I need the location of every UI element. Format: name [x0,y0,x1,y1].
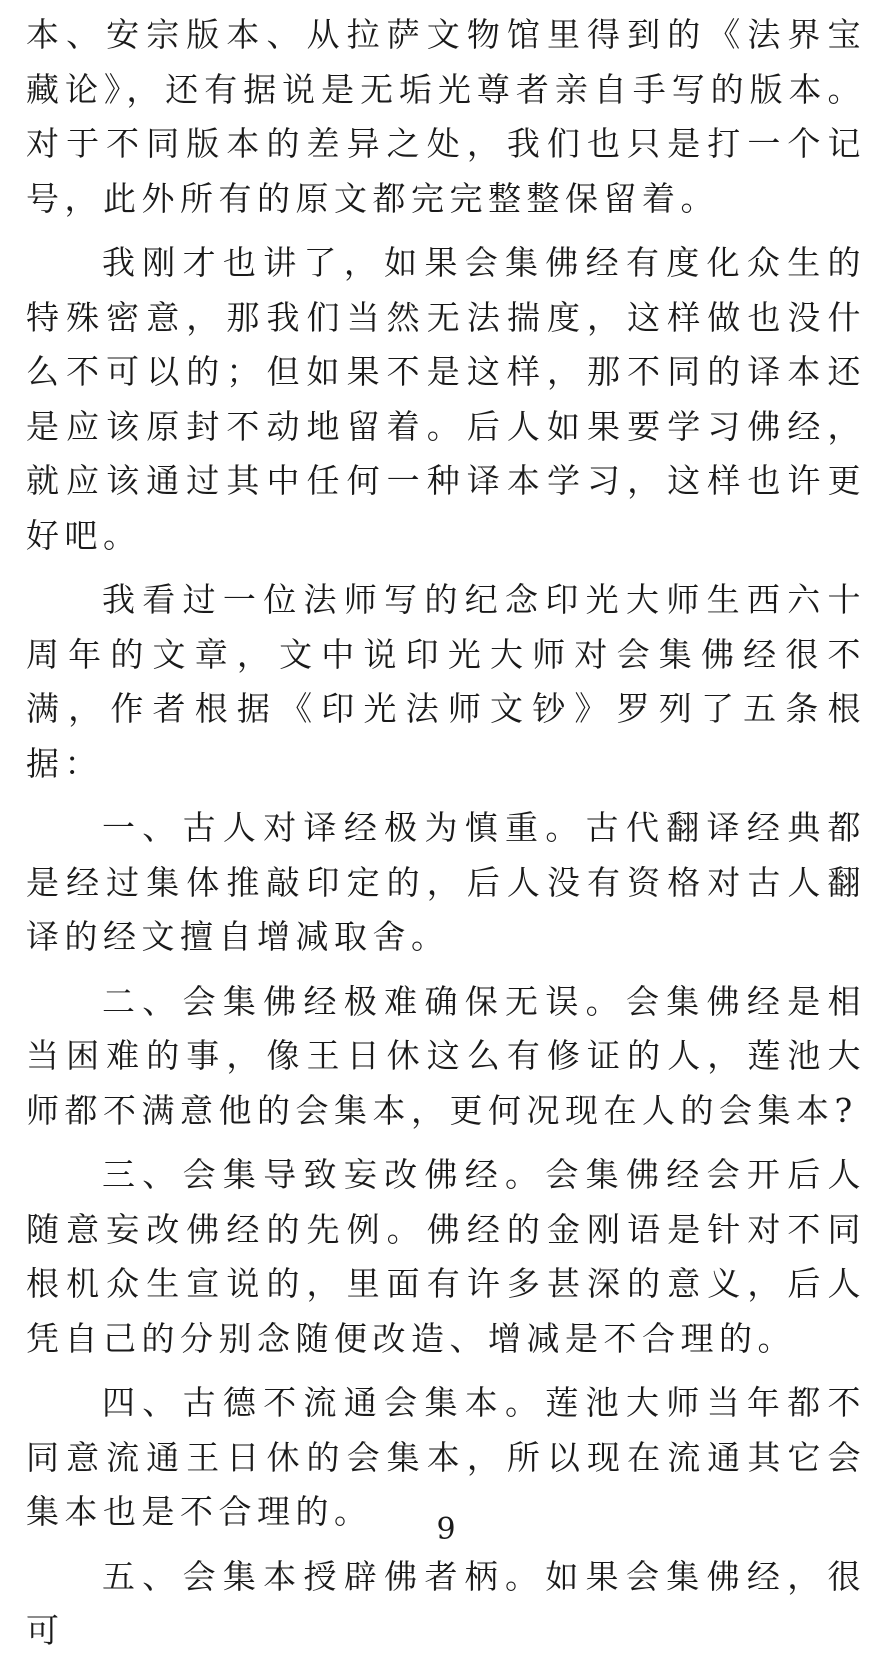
page-body [26,8,866,1659]
paragraph-reason-one: 一、古人对译经极为慎重。古代翻译经典都是经过集体推敲印定的，后人没有资格对古人翻译的经文擅自增减取舍。 [26,808,866,956]
paragraph-compilation-intent: 我刚才也讲了，如果会集佛经有度化众生的特殊密意，那我们当然无法揣度，这样做也没什么不可以的；但如果不是这样，那不同的译本还是应该原封不动地留着。后人如果要学习佛经，就应该通过其中任何一种译本学习，这样也许更好吧。 [26,243,866,555]
page-number: 9 [436,1512,456,1547]
paragraph-reason-three: 三、会集导致妄改佛经。会集佛经会开后人随意妄改佛经的先例。佛经的金刚语是针对不同根机众生宣说的，里面有许多甚深的意义，后人凭自己的分别念随便改造、增减是不合理的。 [26,1155,866,1358]
paragraph-master-yinguang-article: 我看过一位法师写的纪念印光大师生西六十周年的文章，文中说印光大师对会集佛经很不满，作者根据《印光法师文钞》罗列了五条根据： [26,580,866,783]
paragraph-continuation: 本、安宗版本、从拉萨文物馆里得到的《法界宝藏论》，还有据说是无垢光尊者亲自手写的版本。对于不同版本的差异之处，我们也只是打一个记号，此外所有的原文都完完整整保留着。 [26,15,866,218]
paragraph-reason-five: 五、会集本授辟佛者柄。如果会集佛经，很可 [26,1556,866,1650]
paragraph-reason-two: 二、会集佛经极难确保无误。会集佛经是相当困难的事，像王日休这么有修证的人，莲池大师都不满意他的会集本，更何况现在人的会集本? [26,981,866,1130]
paragraph-reason-four: 四、古德不流通会集本。莲池大师当年都不同意流通王日休的会集本，所以现在流通其它会集本也是不合理的。 [26,1383,866,1531]
